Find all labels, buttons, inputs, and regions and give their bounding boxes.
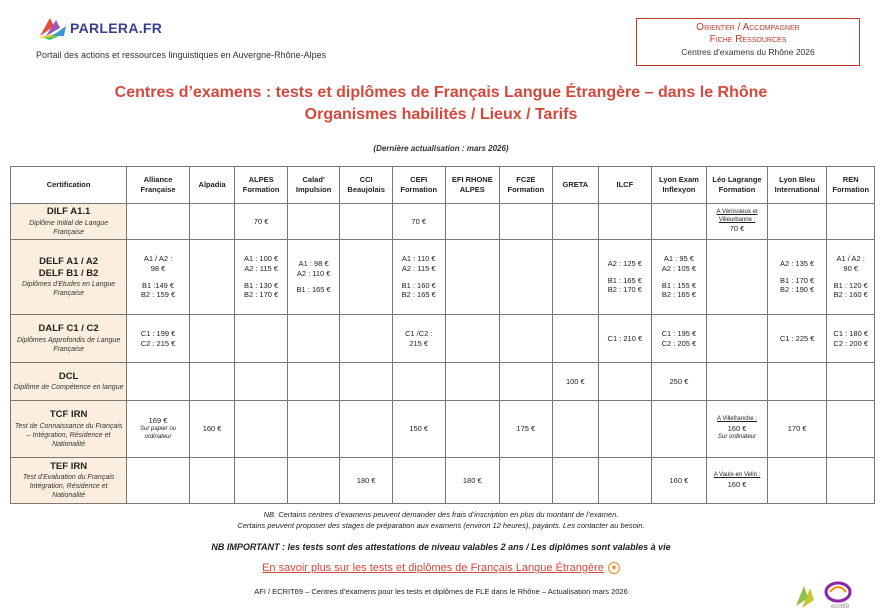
price: B2 : 165 €	[661, 290, 697, 300]
price-cell	[445, 363, 500, 401]
price: 160 €	[669, 475, 689, 485]
price-cell	[599, 458, 652, 504]
price: A2 : 135 €	[780, 258, 815, 268]
more-info-link-text[interactable]: En savoir plus sur les tests et diplômes de Français Langue Étrangère	[262, 562, 604, 574]
price-cell	[707, 363, 768, 401]
price: 169 €	[148, 416, 168, 426]
price-cell	[500, 204, 553, 240]
price-cell	[340, 401, 393, 458]
update-date: (Dernière actualisation : mars 2026)	[373, 144, 509, 153]
price-cell	[287, 240, 340, 315]
certification-cell	[11, 240, 127, 315]
price: 180 €	[356, 475, 376, 485]
price-cell	[599, 363, 652, 401]
price-cell	[445, 240, 500, 315]
price: C1 : 225 €	[779, 333, 815, 343]
column-header: GRETA	[552, 167, 598, 204]
price-cell	[340, 204, 393, 240]
price-cell	[127, 363, 190, 401]
column-header: Léo Lagrange Formation	[707, 167, 768, 204]
resource-box-line3: Centres d'examens du Rhône 2026	[681, 47, 815, 57]
column-header: CCI Beaujolais	[340, 167, 393, 204]
parlera-logo-icon	[36, 14, 72, 40]
column-header: Calad' Impulsion	[287, 167, 340, 204]
column-header: Alliance Française	[127, 167, 190, 204]
price: 160 €	[727, 479, 747, 489]
resource-box-line2: Fiche Ressources	[709, 34, 787, 45]
price-cell	[827, 401, 875, 458]
price-cell	[287, 401, 340, 458]
price: 90 €	[843, 263, 859, 273]
ecrit69-logo-text: ecrit69	[830, 604, 850, 610]
price: B2 : 160 €	[833, 290, 868, 300]
column-header: ILCF	[599, 167, 652, 204]
price: A1 : 100 €	[243, 254, 279, 263]
price-cell	[287, 458, 340, 504]
price-cell	[599, 315, 652, 363]
price-note: Sur ordinateur	[718, 433, 757, 440]
price-cell	[651, 401, 707, 458]
price-cell	[287, 204, 340, 240]
price-cell	[392, 401, 445, 458]
price-cell	[767, 401, 827, 458]
note-stages: Certains peuvent proposer des stages de préparation aux examens (environ 12 heures), payants. Les contacter au besoin.	[237, 521, 645, 530]
price-cell	[500, 240, 553, 315]
price: 160 €	[727, 424, 747, 434]
price: 160 €	[202, 424, 222, 434]
price: C1 : 199 €	[140, 328, 176, 338]
price-cell	[235, 401, 288, 458]
price: A2 : 115 €	[401, 263, 436, 273]
price: C2 : 215 €	[140, 338, 176, 348]
exam-centers-table	[10, 166, 875, 504]
price: C1 : 180 €	[833, 328, 869, 338]
price-cell	[707, 240, 768, 315]
table-row	[11, 315, 875, 363]
price: 175 €	[516, 424, 536, 434]
column-header: ALPES Formation	[235, 167, 288, 204]
location-note: A Villefranche :	[717, 416, 757, 423]
price: 150 €	[409, 424, 429, 434]
price: B2 : 159 €	[140, 290, 176, 300]
price-cell	[392, 363, 445, 401]
price-cell	[500, 401, 553, 458]
certification-name: DELF B1 / B2	[38, 267, 99, 279]
price-cell	[127, 204, 190, 240]
price: C1 : 210 €	[607, 333, 643, 343]
price-cell	[500, 458, 553, 504]
price: C2 : 205 €	[661, 338, 697, 348]
certification-name: DELF A1 / A2	[39, 255, 99, 267]
location-note: A Vénissieux et Villeurbanne :	[716, 208, 758, 223]
price: B2 : 165 €	[401, 290, 436, 300]
price: C1 /C2 :	[404, 328, 433, 338]
price: 70 €	[253, 216, 269, 226]
price-cell	[340, 458, 393, 504]
price: A1 / A2 :	[143, 254, 173, 263]
price-cell	[392, 204, 445, 240]
price-cell	[552, 240, 598, 315]
certification-cell	[11, 401, 127, 458]
price-cell	[445, 401, 500, 458]
price-cell	[552, 458, 598, 504]
price-cell	[827, 204, 875, 240]
page-title: Centres d’examens : tests et diplômes de Français Langue Étrangère – dans le Rhône	[114, 84, 768, 101]
price-cell	[552, 204, 598, 240]
price: 170 €	[787, 424, 807, 434]
price-cell	[707, 315, 768, 363]
price: A1 : 110 €	[401, 254, 436, 263]
price-cell	[235, 204, 288, 240]
web-icon[interactable]: ◉	[608, 562, 620, 574]
price-cell	[287, 315, 340, 363]
price-cell	[189, 363, 234, 401]
price-cell	[599, 240, 652, 315]
price-cell	[827, 240, 875, 315]
price: 70 €	[729, 224, 745, 234]
price-cell	[235, 315, 288, 363]
certification-desc: Diplôme de Compétence en langue	[13, 384, 124, 392]
price: C1 : 195 €	[661, 328, 697, 338]
price-cell	[127, 458, 190, 504]
price-cell	[599, 204, 652, 240]
price-cell	[235, 363, 288, 401]
price-cell	[651, 240, 707, 315]
certification-desc: Test d'Evaluation du Français Intégration, Résidence et Nationalité	[22, 474, 115, 500]
price-cell	[127, 401, 190, 458]
price: B1 : 170 €	[780, 275, 815, 285]
price: 180 €	[462, 475, 482, 485]
column-header: EFI RHONE ALPES	[445, 167, 500, 204]
price-cell	[651, 458, 707, 504]
price-cell	[707, 204, 768, 240]
price-cell	[287, 363, 340, 401]
price: 98 €	[150, 263, 166, 273]
table-row	[11, 363, 875, 401]
price-cell	[651, 315, 707, 363]
price-cell	[445, 204, 500, 240]
table-row	[11, 458, 875, 504]
price-cell	[189, 240, 234, 315]
certification-desc: Diplômes d'Etudes en Langue Française	[22, 281, 116, 298]
ecrit69-logo	[794, 578, 854, 610]
table-header-row	[11, 167, 875, 204]
price-cell	[651, 204, 707, 240]
price-cell	[707, 401, 768, 458]
price: B1 : 165 €	[607, 275, 642, 285]
price-cell	[500, 363, 553, 401]
price-cell	[445, 458, 500, 504]
price-cell	[445, 315, 500, 363]
price: 70 €	[411, 216, 427, 226]
certification-cell	[11, 204, 127, 240]
price-cell	[392, 458, 445, 504]
certification-desc: Diplôme Initial de Langue Française	[29, 219, 109, 236]
price-cell	[500, 315, 553, 363]
price: A1 : 95 €	[663, 254, 694, 263]
price-cell	[340, 363, 393, 401]
certification-name: TCF IRN	[49, 409, 88, 421]
price: 250 €	[669, 376, 689, 386]
price: A2 : 105 €	[661, 263, 697, 273]
price-cell	[189, 401, 234, 458]
table-row	[11, 204, 875, 240]
price: A2 : 125 €	[607, 258, 642, 268]
table-row	[11, 240, 875, 315]
price-cell	[340, 240, 393, 315]
footer: AFI / ECRIT69 – Centres d’examens pour les tests et diplômes de FLE dans le Rhône – Actualisation mars 2026	[254, 587, 628, 596]
price-cell	[767, 315, 827, 363]
price: B2 : 190 €	[780, 285, 815, 295]
price: B1 :149 €	[141, 280, 175, 290]
certification-name: DCL	[58, 370, 79, 382]
price: B1 : 165 €	[296, 285, 331, 295]
price-cell	[651, 363, 707, 401]
price-cell	[552, 363, 598, 401]
price-cell	[189, 458, 234, 504]
column-header: FC2E Formation	[500, 167, 553, 204]
table-row	[11, 401, 875, 458]
price: B2 : 170 €	[607, 285, 642, 295]
price-cell	[235, 458, 288, 504]
column-header: Alpadia	[189, 167, 234, 204]
certification-desc: Diplômes Approfondis de Langue Française	[16, 336, 121, 353]
price-cell	[392, 240, 445, 315]
price: B1 : 155 €	[661, 280, 697, 290]
price: A1 / A2 :	[836, 254, 865, 263]
price-cell	[552, 401, 598, 458]
price: A2 : 115 €	[244, 263, 278, 273]
certification-cell	[11, 315, 127, 363]
certification-desc: Test de Connaissance du Français – Intégration, Résidence et Nationalité	[14, 422, 123, 448]
note-fees: NB. Certains centres d’examens peuvent demander des frais d’inscription en plus du montant de l’examen.	[263, 510, 619, 519]
price: B2 : 170 €	[243, 290, 279, 300]
price-cell	[552, 315, 598, 363]
price-cell	[827, 363, 875, 401]
price-cell	[707, 458, 768, 504]
logo-text: PARLERA.FR	[70, 20, 163, 36]
price-cell	[392, 315, 445, 363]
price: A2 : 110 €	[296, 268, 331, 278]
tagline: Portail des actions et ressources linguistiques en Auvergne-Rhône-Alpes	[36, 50, 327, 60]
certification-name: DALF C1 / C2	[38, 323, 99, 335]
price-cell	[189, 204, 234, 240]
price-cell	[235, 240, 288, 315]
certification-name: TEF IRN	[50, 460, 88, 472]
page-subtitle: Organismes habilités / Lieux / Tarifs	[304, 106, 578, 123]
important-note: NB IMPORTANT : les tests sont des attestations de niveau valables 2 ans / Les diplômes sont valables à vie	[211, 542, 671, 552]
price-cell	[827, 458, 875, 504]
price-cell	[189, 315, 234, 363]
price-cell	[827, 315, 875, 363]
column-header: Lyon Bleu International	[767, 167, 827, 204]
price-note: Sur papier ou ordinateur	[140, 426, 177, 440]
price-cell	[599, 401, 652, 458]
column-header: Lyon Exam Inflexyon	[651, 167, 707, 204]
price: 100 €	[565, 376, 585, 386]
certification-cell	[11, 458, 127, 504]
price: C2 : 200 €	[833, 338, 869, 348]
price: B1 : 120 €	[833, 280, 868, 290]
price: A1 : 98 €	[298, 258, 329, 268]
price-cell	[127, 240, 190, 315]
price-cell	[767, 458, 827, 504]
resource-box-line1: Orienter / Accompagner	[696, 22, 800, 33]
location-note: A Vaulx-en Velin :	[713, 471, 761, 478]
price-cell	[340, 315, 393, 363]
column-header: CEFI Formation	[392, 167, 445, 204]
column-header: Certification	[11, 167, 127, 204]
resource-box	[636, 18, 860, 66]
price-cell	[767, 240, 827, 315]
certification-cell	[11, 363, 127, 401]
certification-name: DILF A1.1	[46, 206, 91, 218]
price-cell	[127, 315, 190, 363]
price: B1 : 160 €	[401, 280, 436, 290]
price-cell	[767, 204, 827, 240]
column-header: REN Formation	[827, 167, 875, 204]
price-cell	[767, 363, 827, 401]
price: B1 : 130 €	[243, 280, 279, 290]
more-info-link[interactable]	[0, 562, 882, 574]
price: 215 €	[409, 338, 429, 348]
